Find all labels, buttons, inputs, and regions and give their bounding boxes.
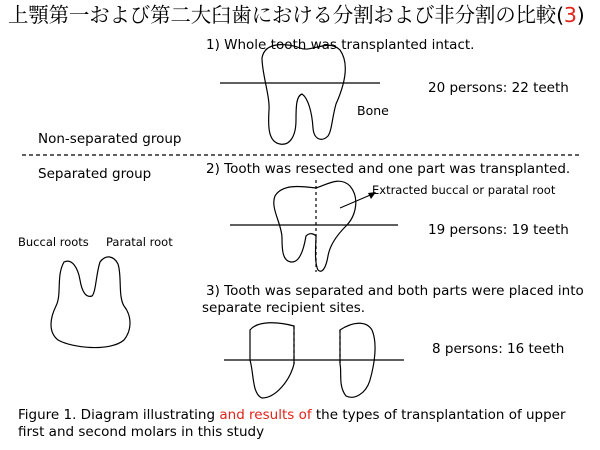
count-1: 20 persons: 22 teeth [428,80,569,96]
slide-title [8,4,585,28]
reference-tooth-outline [51,257,130,348]
count-2: 19 persons: 19 teeth [428,222,569,238]
step-2-label: 2) Tooth was resected and one part was transplanted. [206,161,571,177]
step-3-label-line2: separate recipient sites. [202,300,366,316]
separated-group-label: Separated group [38,166,152,182]
figure-caption [18,407,578,441]
caption-part1: Figure 1. Diagram illustrating [18,407,220,423]
extracted-root-label: Extracted buccal or paratal root [372,183,556,197]
step-1-label: 1) Whole tooth was transplanted intact. [206,37,475,53]
bone-label: Bone [357,103,389,118]
title-close: ) [576,3,585,27]
non-separated-group-label: Non-separated group [38,131,182,147]
title-number: 3 [563,3,577,27]
buccal-roots-label: Buccal roots [18,235,89,249]
paratal-root-label: Paratal root [106,235,173,249]
count-3: 8 persons: 16 teeth [432,341,565,357]
tooth-2-outline [274,181,356,271]
caption-part2: the types of transplantation of upper first and second molars in this study [18,407,566,440]
title-main: 上顎第一および第二大臼歯における分割および非分割の比較( [8,3,564,27]
caption-highlight: and results of [219,407,312,423]
step-3-label-line1: 3) Tooth was separated and both parts were placed into [206,283,584,299]
tooth-1-outline [262,45,345,145]
